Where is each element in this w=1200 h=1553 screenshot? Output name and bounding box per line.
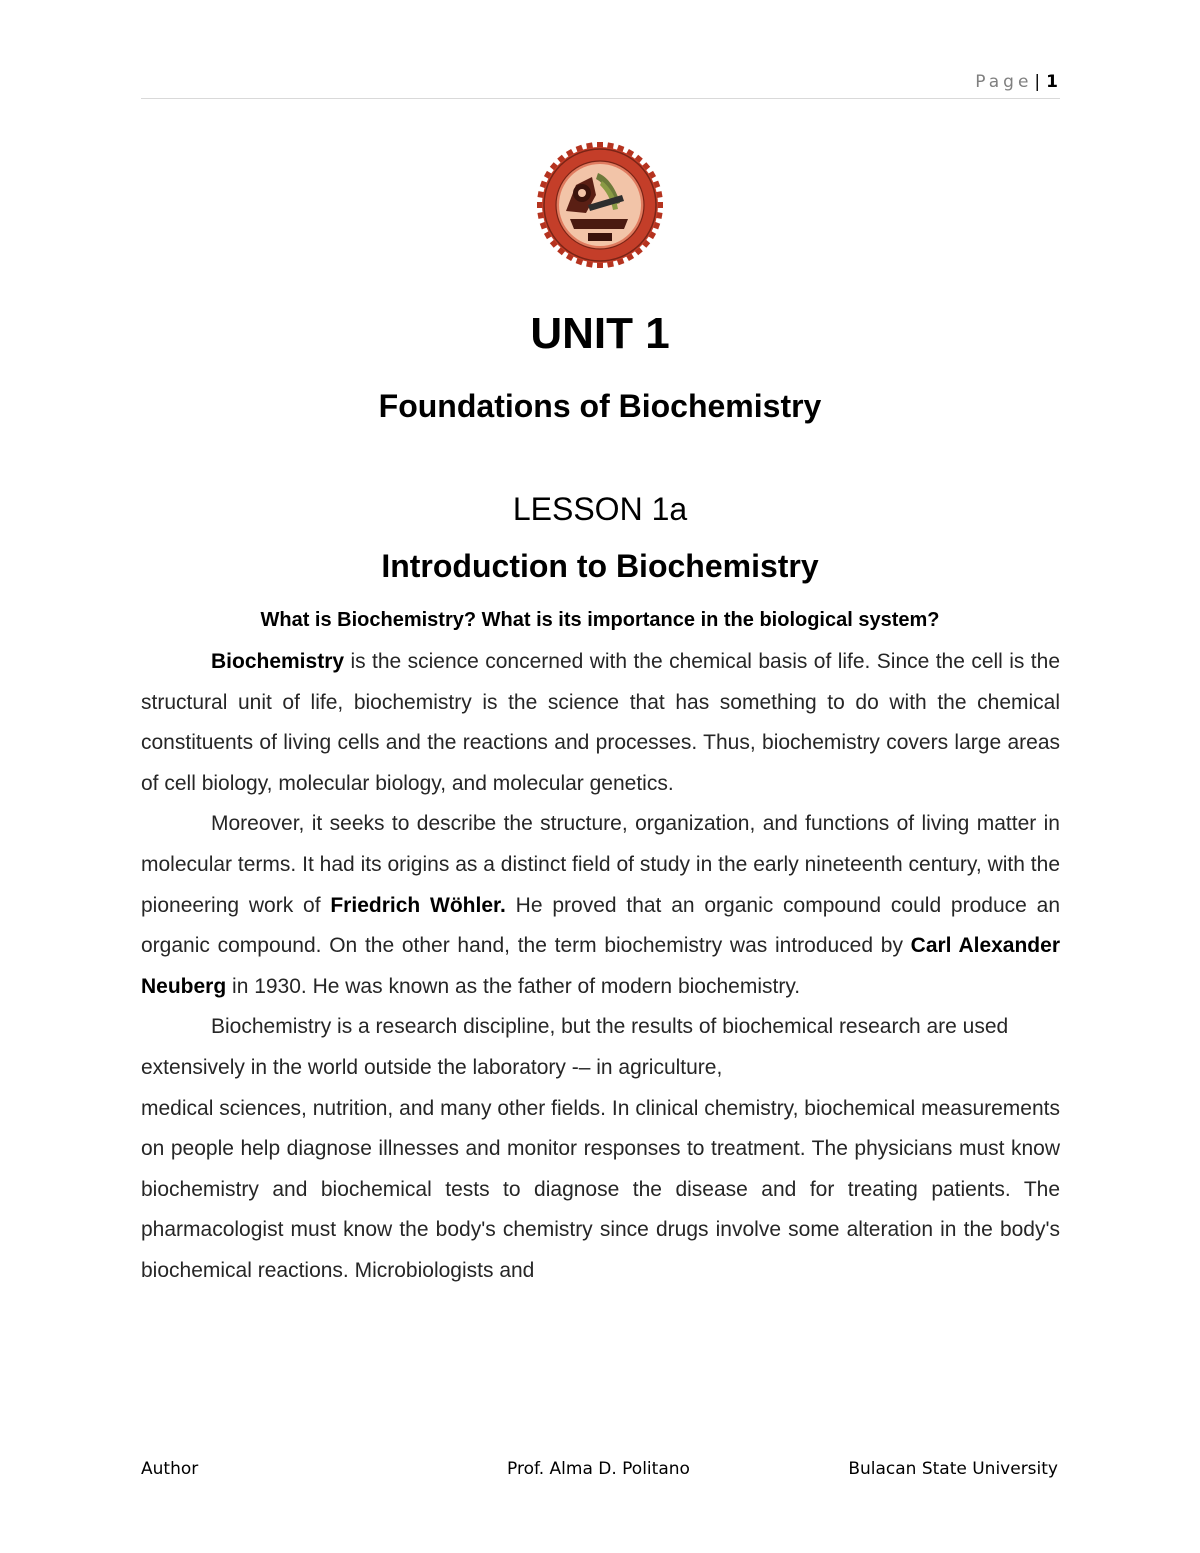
paragraph-1 [141, 642, 1060, 804]
seal-graphic [536, 141, 664, 269]
page-footer [141, 1459, 1060, 1485]
unit-subtitle: Foundations of Biochemistry [378, 388, 822, 424]
lesson-heading: LESSON 1a [512, 491, 688, 527]
paragraph-2 [141, 804, 1060, 1007]
page-number-label [975, 72, 1058, 92]
name-carl-neuberg: Carl Alexander Neuberg [141, 934, 1060, 998]
term-biochemistry: Biochemistry [211, 650, 345, 673]
university-seal-icon [536, 141, 664, 269]
paragraph-2-text-a: Moreover, it seeks to describe the structure, organization, and functions of living matter in molecular terms. It had its origins as a distinct field of study in the early nineteenth century, with the pioneering work of [141, 812, 1060, 917]
page-separator: | [1034, 72, 1041, 92]
body-text [141, 642, 1060, 1292]
footer-author-label: Author [141, 1459, 199, 1479]
paragraph-3-line-2: medical sciences, nutrition, and many other fields. In clinical chemistry, biochemical measurements on people help diagnose illnesses and monitor responses to treatment. The physicians must know biochemistry and biochemical tests to diagnose the disease and for treating patients. The pharmacologist must know the body's chemistry since drugs involve some alteration in the body's biochemical reactions. Microbiologists and [141, 1096, 1060, 1282]
footer-university: Bulacan State University [848, 1459, 1058, 1479]
lesson-title: Introduction to Biochemistry [381, 548, 819, 584]
paragraph-2-text-c: in 1930. He was known as the father of modern biochemistry. [226, 974, 801, 998]
name-friedrich-wohler: Friedrich Wöhler. [330, 893, 506, 917]
paragraph-2-text-b: He proved that an organic compound could produce an organic compound. On the other hand, the term biochemistry was introduced by [141, 893, 1060, 958]
guiding-question: What is Biochemistry? What is its importance in the biological system? [260, 609, 940, 631]
page-number: 1 [1046, 72, 1058, 92]
footer-author-name: Prof. Alma D. Politano [507, 1459, 690, 1479]
page-word: Page [975, 72, 1033, 92]
paragraph-3-line-1: Biochemistry is a research discipline, but the results of biochemical research are used extensively in the world outside the laboratory -– in agriculture, [141, 1015, 1009, 1079]
paragraph-1-text: is the science concerned with the chemical basis of life. Since the cell is the structural unit of life, biochemistry is the science that has something to do with the chemical constituents of living cells and the reactions and processes. Thus, biochemistry covers large areas of cell biology, molecular biology, and molecular genetics. [141, 650, 1060, 795]
page-header [141, 68, 1060, 99]
unit-heading: UNIT 1 [530, 309, 670, 358]
